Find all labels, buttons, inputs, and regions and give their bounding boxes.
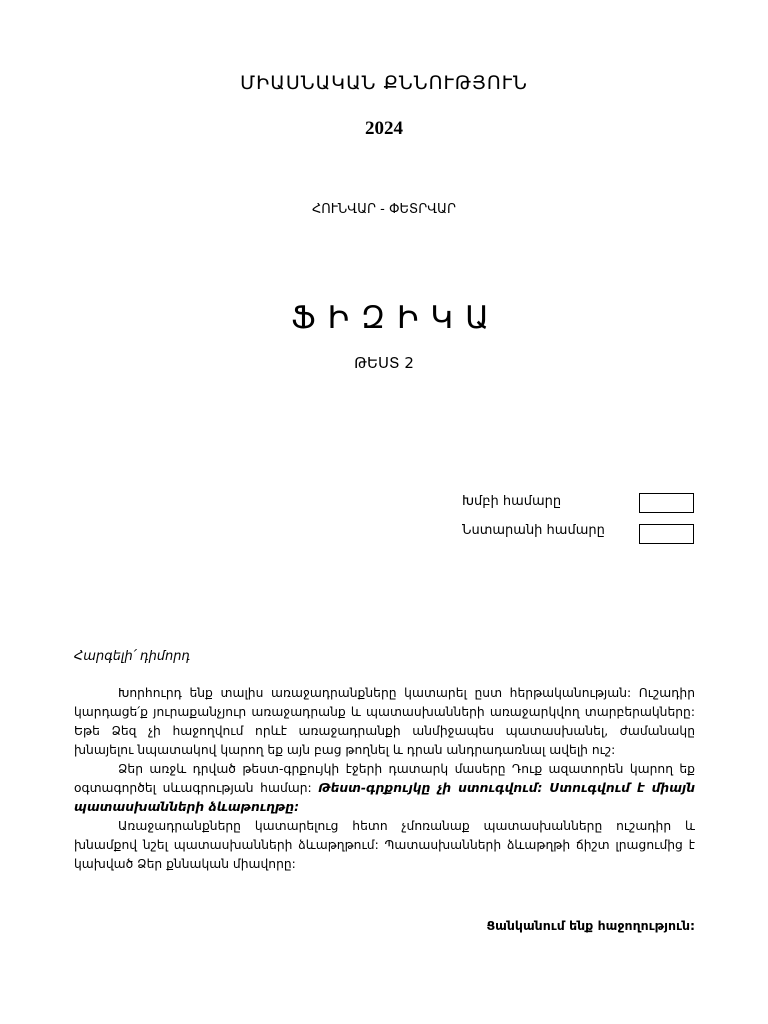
test-variant: ԹԵՍՏ 2 bbox=[354, 354, 414, 372]
greeting: Հարգելի՛ դիմորդ bbox=[74, 649, 191, 664]
exam-period: ՀՈՒՆՎԱՐ - ՓԵՏՐՎԱՐ bbox=[311, 202, 457, 217]
seat-number-label: Նստարանի համարը bbox=[462, 523, 605, 538]
instructions-body bbox=[74, 684, 695, 874]
group-number-box[interactable] bbox=[639, 493, 694, 513]
group-number-label: Խմբի համարը bbox=[462, 494, 562, 509]
instructions-paragraph-1: Խորհուրդ ենք տալիս առաջադրանքները կատարել ըստ հերթականության: Ուշադիր կարդացե՛ք յուրաքանչյուր առաջադրանք և պատասխանների առաջարկվող տարբերակները: Եթե Ձեզ չի հաջողվում որևէ առաջադրանքի անմիջապես պատասխանել, ժամանակը խնայելու նպատակով կարող եք այն բաց թողնել և դրան անդրադառնալ ավելի ուշ: bbox=[74, 686, 695, 757]
instructions-paragraph-2 bbox=[74, 760, 695, 817]
seat-number-box[interactable] bbox=[639, 524, 694, 544]
instructions-paragraph-3: Առաջադրանքները կատարելուց հետո չմոռանաք պատասխանները ուշադիր և խնամքով նշել պատասխանների ձևաթղթում: Պատասխանների ձևաթղթի ճիշտ լրացումից է կախված Ձեր քննական միավորը: bbox=[74, 819, 695, 871]
subject-title: ՖԻԶԻԿԱ bbox=[291, 300, 501, 336]
instructions-paragraph-2-text: Ձեր առջև դրված թեստ-գրքույկի էջերի դատարկ մասերը Դուք ազատորեն կարող եք օգտագործել սևագրության համար: bbox=[74, 762, 695, 795]
exam-title: ՄԻԱՍՆԱԿԱՆ ՔՆՆՈՒԹՅՈՒՆ bbox=[240, 72, 528, 94]
exam-year: 2024 bbox=[365, 118, 403, 139]
instructions-paragraph-2-emphasis: Թեստ-գրքույկը չի ստուգվում: Ստուգվում է միայն պատասխանների ձևաթուղթը: bbox=[74, 781, 695, 814]
closing-wish: Ցանկանում ենք հաջողություն: bbox=[486, 918, 695, 933]
